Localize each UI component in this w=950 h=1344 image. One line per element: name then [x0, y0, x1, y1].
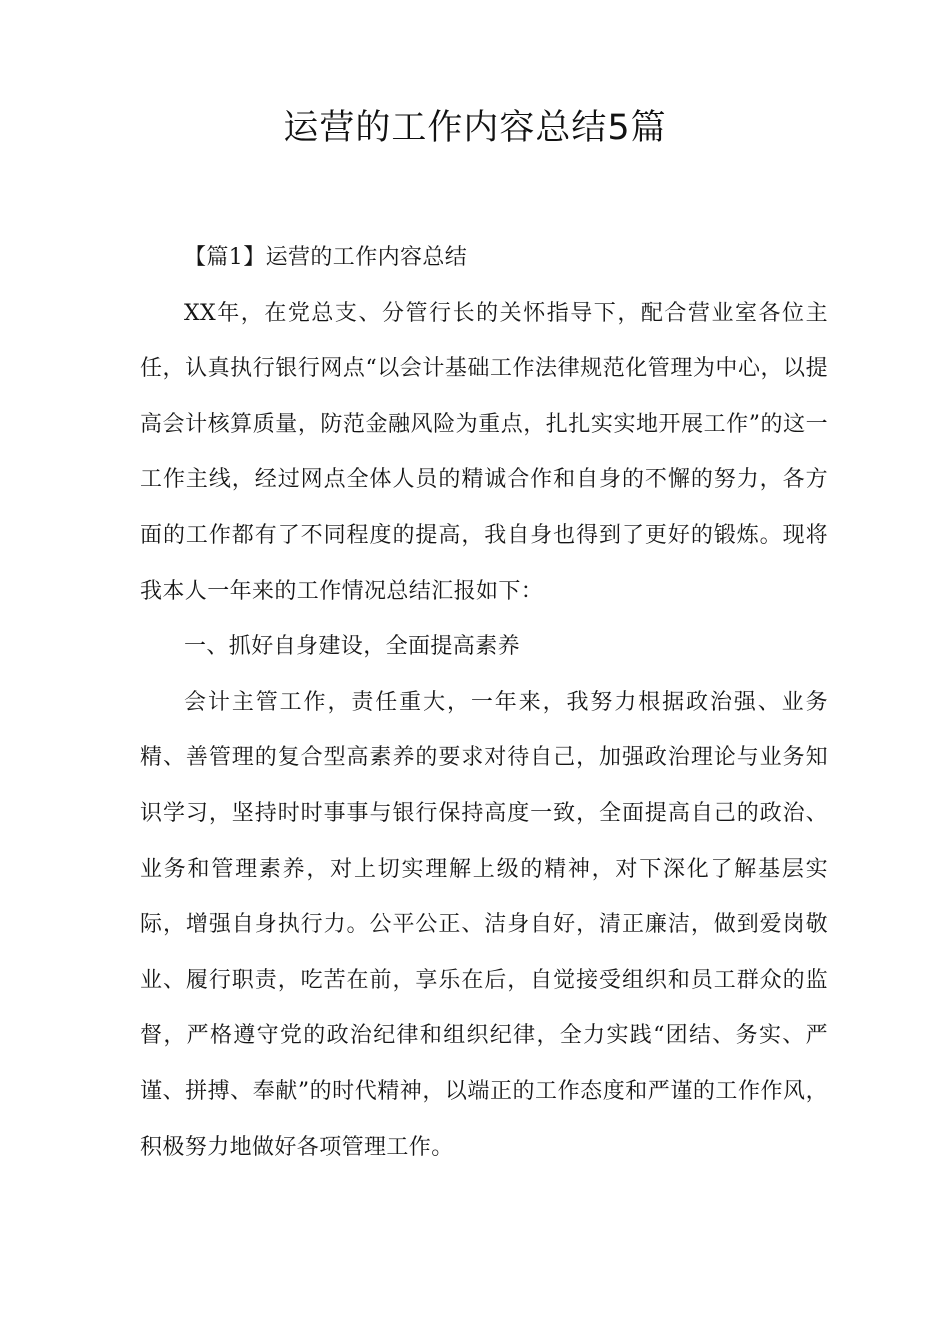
intro-paragraph: XX年，在党总支、分管行长的关怀指导下，配合营业室各位主任，认真执行银行网点“以会计基础工作法律规范化管理为中心，以提高会计核算质量，防范金融风险为重点，扎扎实实地开展工作”的这一工作主线，经过网点全体人员的精诚合作和自身的不懈的努力，各方面的工作都有了不同程度的提高，我自身也得到了更好的锻炼。现将我本人一年来的工作情况总结汇报如下：	[140, 300, 828, 604]
section-heading-part-1: 【篇1】运营的工作内容总结	[184, 245, 468, 270]
document-body	[140, 230, 828, 1175]
body-paragraph: 会计主管工作，责任重大，一年来，我努力根据政治强、业务精、善管理的复合型高素养的要求对待自己，加强政治理论与业务知识学习，坚持时时事事与银行保持高度一致，全面提高自己的政治、业务和管理素养，对上切实理解上级的精神，对下深化了解基层实际，增强自身执行力。公平公正、洁身自好，清正廉洁，做到爱岗敬业、履行职责，吃苦在前，享乐在后，自觉接受组织和员工群众的监督，严格遵守党的政治纪律和组织纪律，全力实践“团结、务实、严谨、拼搏、奉献”的时代精神，以端正的工作态度和严谨的工作作风，积极努力地做好各项管理工作。	[140, 689, 828, 1160]
document-title: 运营的工作内容总结5篇	[283, 108, 667, 148]
section-heading-1: 一、抓好自身建设，全面提高素养	[184, 634, 521, 660]
